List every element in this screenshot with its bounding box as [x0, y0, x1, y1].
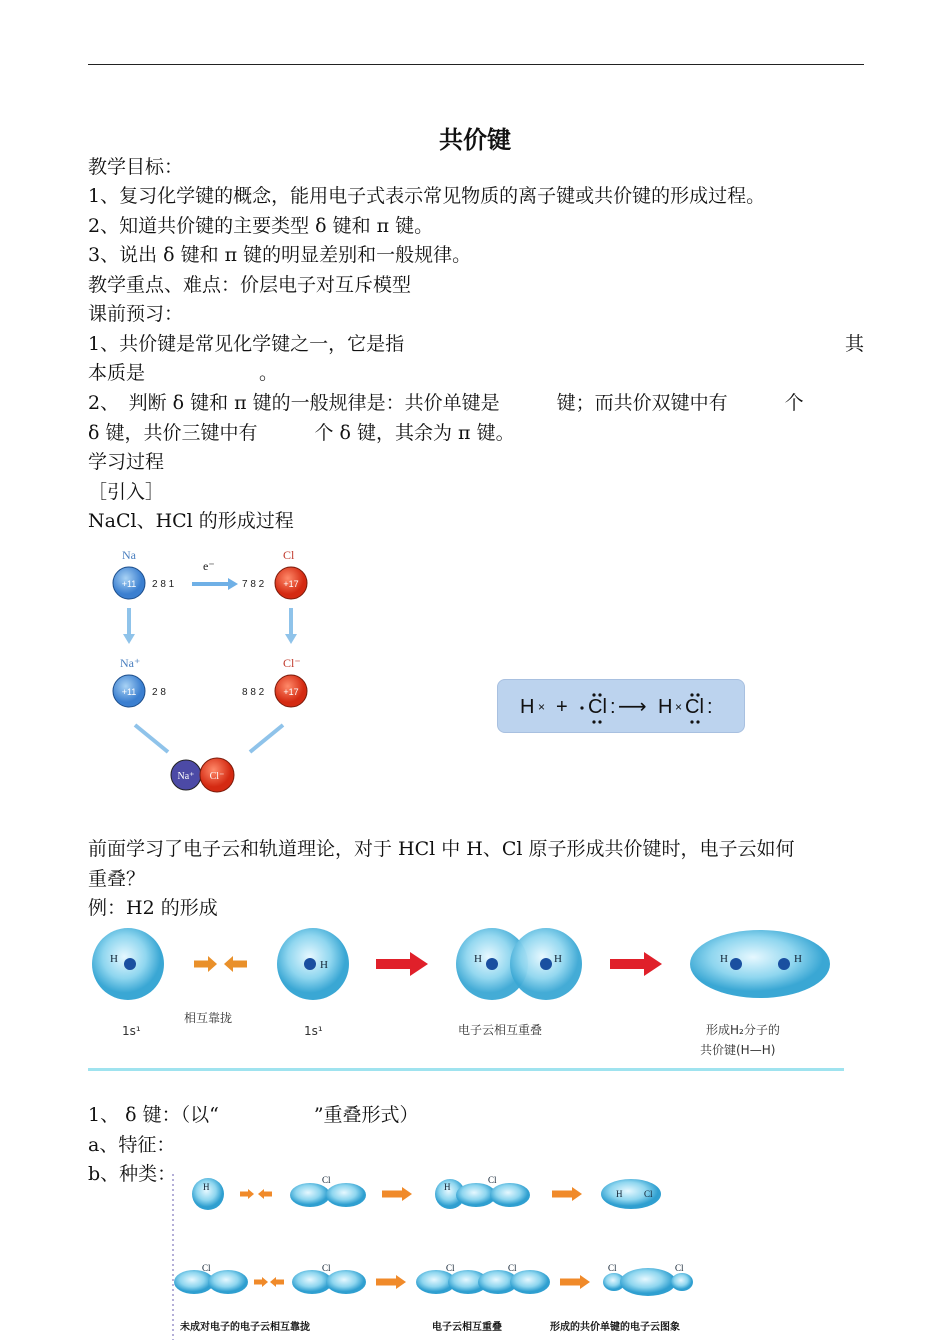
sigma-bond-diagram [170, 1168, 730, 1340]
hcl-cl: Cl [588, 696, 607, 718]
question-1-tail: 其 [844, 333, 864, 355]
transfer-arrow-head [228, 578, 238, 590]
cl-down-arrow-head [285, 634, 297, 644]
bond-arrow-head [580, 1275, 590, 1289]
overlap-arrow-head [410, 952, 428, 976]
hcl-h: H [520, 696, 535, 718]
approach-arrow-head [262, 1277, 268, 1287]
cl-ion-label: Cl⁻ [283, 656, 301, 670]
na-plus-label: Na⁺ [177, 771, 195, 782]
hcl-electron-formula [497, 679, 745, 733]
process-heading: 学习过程 [88, 451, 165, 473]
p-orbital-lobe [671, 1273, 693, 1291]
h-electron-cross: × [538, 700, 546, 714]
h-label: H [554, 953, 562, 965]
nacl-formation-diagram [100, 540, 320, 800]
p-orbital-lobe [510, 1270, 550, 1294]
question-1-line-2: 本质是 。 [88, 362, 279, 384]
cl-label: Cl [508, 1263, 517, 1273]
na-shells: 2 8 1 [152, 579, 175, 590]
cl-colon: : [610, 696, 616, 718]
cl-join-arrow [250, 725, 283, 752]
overlap-caption: 电子云相互重叠 [458, 1023, 543, 1037]
form-caption-2: 共价键(H—H) [700, 1043, 776, 1057]
h2-formation-diagram [88, 924, 848, 1074]
cl-ion-charge: +17 [283, 687, 299, 697]
sigma-kinds: b、种类： [88, 1163, 177, 1185]
hcl-product-h: H [658, 696, 673, 718]
cl-dot [696, 720, 699, 723]
overlap-question: 前面学习了电子云和轨道理论，对于 HCl 中 H、Cl 原子形成共价键时，电子云如何 [88, 838, 795, 860]
hcl-plus: + [556, 696, 568, 718]
cl-label: Cl [488, 1175, 497, 1185]
goal-2: 2、知道共价键的主要类型 δ 键和 π 键。 [88, 215, 434, 237]
approach-caption: 相互靠拢 [184, 1011, 233, 1025]
nacl-hcl-caption: NaCl、HCl 的形成过程 [88, 510, 294, 532]
goal-1: 1、复习化学键的概念，能用电子式表示常见物质的离子键或共价键的形成过程。 [88, 185, 766, 207]
p-orbital-lobe [490, 1183, 530, 1207]
p-orbital-lobe [326, 1183, 366, 1207]
cl-charge: +17 [283, 579, 299, 589]
cl-label: Cl [644, 1189, 653, 1199]
h-label: H [203, 1182, 210, 1192]
page-title: 共价键 [439, 126, 511, 154]
sigma-caption-1: 未成对电子的电子云相互靠拢 [180, 1322, 310, 1333]
na-down-arrow-head [123, 634, 135, 644]
cl2-bond-cloud [620, 1268, 676, 1296]
cl-label: Cl [322, 1175, 331, 1185]
goals-heading: 教学目标： [88, 156, 184, 178]
h-nucleus [486, 958, 498, 970]
h-nucleus [124, 958, 136, 970]
approach-arrow-right-head [208, 956, 217, 972]
na-ion-label: Na⁺ [120, 656, 141, 670]
cl-label: Cl [446, 1263, 455, 1273]
cl-dot [580, 706, 583, 709]
h-nucleus [778, 958, 790, 970]
sigma-feature: a、特征： [88, 1134, 176, 1156]
approach-arrow-head [258, 1189, 264, 1199]
sigma-bond-heading: 1、 δ 键：（以“ ”重叠形式） [88, 1104, 419, 1126]
cl-ion-shells: 8 8 2 [242, 687, 265, 698]
h2-molecule-cloud [690, 930, 830, 998]
question-2-line-2: δ 键，共价三键中有 个 δ 键，其余为 π 键。 [88, 422, 515, 444]
hcl-product-cl: Cl [685, 696, 704, 718]
overlap-arrow-head [396, 1275, 406, 1289]
shared-electron-cross: × [675, 700, 683, 714]
electron-label: e⁻ [203, 559, 215, 573]
h-label: H [794, 953, 802, 965]
h-label: H [320, 959, 328, 971]
overlap-question-2: 重叠？ [88, 868, 146, 890]
cl-colon: : [707, 696, 713, 718]
h-label: H [616, 1189, 623, 1199]
p-orbital-lobe [208, 1270, 248, 1294]
p-orbital-lobe [290, 1183, 330, 1207]
hcl-arrow: ⟶ [618, 694, 647, 718]
focus-text: 教学重点、难点：价层电子对互斥模型 [88, 274, 412, 296]
cl-label: Cl [283, 548, 295, 562]
h-nucleus [304, 958, 316, 970]
sigma-caption-3: 形成的共价单键的电子云图象 [550, 1322, 680, 1333]
header-rule [88, 64, 864, 65]
cl-dot [598, 720, 601, 723]
figure-underline [88, 1068, 844, 1071]
approach-arrow-head [270, 1277, 276, 1287]
h-label: H [474, 953, 482, 965]
cl-minus-label: Cl⁻ [209, 771, 225, 782]
cl-label: Cl [608, 1263, 617, 1273]
na-join-arrow [135, 725, 168, 752]
cl-shells: 7 8 2 [242, 579, 265, 590]
cl-label: Cl [675, 1263, 684, 1273]
h-label: H [720, 953, 728, 965]
preview-heading: 课前预习： [88, 303, 184, 325]
bond-arrow-head [572, 1187, 582, 1201]
cl-dot [592, 720, 595, 723]
overlap-arrow-head [402, 1187, 412, 1201]
h-label: H [110, 953, 118, 965]
cl-dot [690, 720, 693, 723]
goal-3: 3、说出 δ 键和 π 键的明显差别和一般规律。 [88, 244, 472, 266]
approach-arrow-left-head [224, 956, 233, 972]
sigma-caption-2: 电子云相互重叠 [432, 1322, 502, 1333]
na-charge: +11 [121, 579, 137, 589]
na-ion-shells: 2 8 [152, 687, 166, 698]
h-orbital-label: 1s¹ [122, 1024, 141, 1038]
h-label: H [444, 1182, 451, 1192]
question-2-line-1: 2、 判断 δ 键和 π 键的一般规律是：共价单键是 键；而共价双键中有 个 [88, 392, 804, 414]
p-orbital-lobe [326, 1270, 366, 1294]
na-label: Na [122, 548, 136, 562]
h-nucleus [540, 958, 552, 970]
example-h2: 例：H2 的形成 [88, 897, 218, 919]
question-1-line-1: 1、共价键是常见化学键之一，它是指 [88, 333, 405, 355]
na-ion-charge: +11 [121, 687, 137, 697]
cl-label: Cl [202, 1263, 211, 1273]
h-nucleus [730, 958, 742, 970]
form-caption-1: 形成H₂分子的 [706, 1023, 780, 1037]
h-orbital-label: 1s¹ [304, 1024, 323, 1038]
cl-label: Cl [322, 1263, 331, 1273]
approach-arrow-head [248, 1189, 254, 1199]
intro-label: ［引入］ [88, 481, 165, 503]
bond-arrow-head [644, 952, 662, 976]
